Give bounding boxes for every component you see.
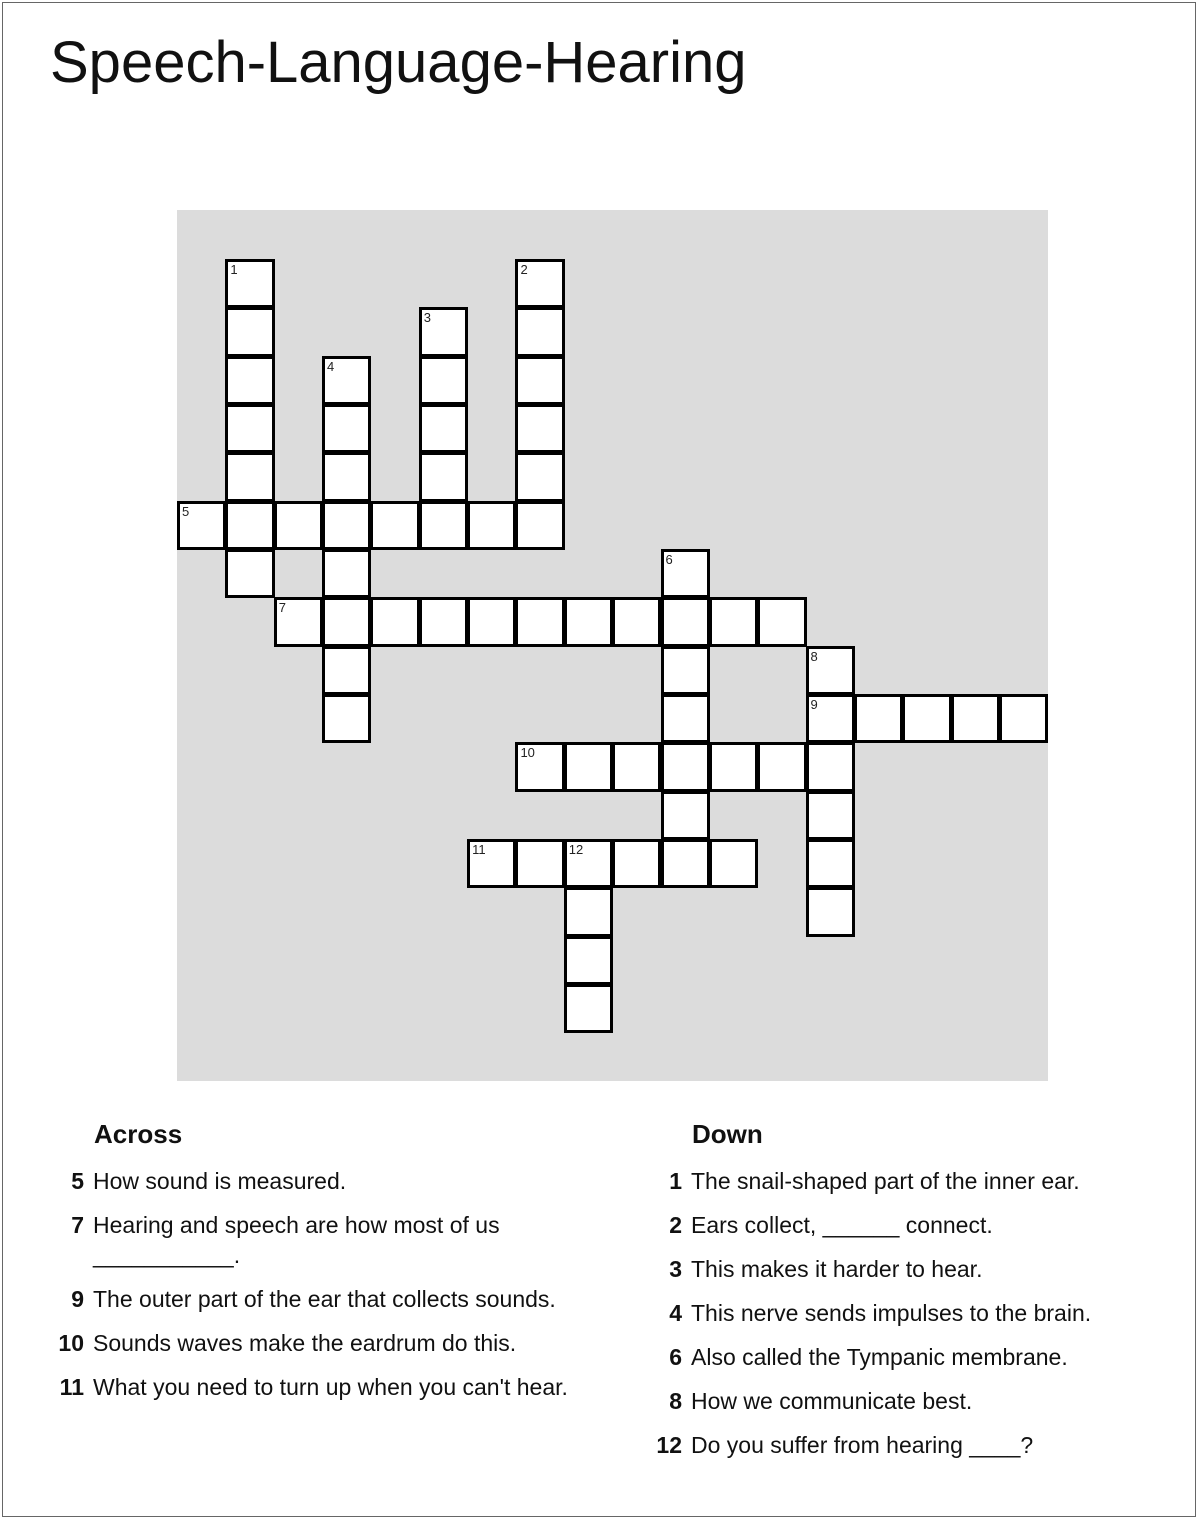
crossword-cell[interactable] — [661, 839, 710, 888]
clue-number: 11 — [59, 1374, 84, 1400]
crossword-cell[interactable] — [661, 597, 710, 646]
crossword-cell[interactable] — [419, 307, 468, 356]
crossword-cell[interactable] — [806, 694, 855, 743]
across-clue-5 — [50, 1166, 590, 1196]
cell-number: 10 — [520, 745, 535, 761]
crossword-grid — [177, 210, 1048, 1081]
down-clue-1 — [648, 1166, 1188, 1196]
crossword-cell[interactable] — [806, 791, 855, 840]
crossword-cell[interactable] — [564, 936, 613, 985]
crossword-cell[interactable] — [322, 646, 371, 695]
cell-number: 2 — [520, 261, 528, 277]
down-clue-8 — [648, 1386, 1188, 1416]
crossword-cell[interactable] — [225, 307, 274, 356]
crossword-cell[interactable] — [564, 887, 613, 936]
crossword-cell[interactable] — [515, 597, 564, 646]
crossword-cell[interactable] — [322, 501, 371, 550]
clue-text: The snail-shaped part of the inner ear. — [691, 1168, 1080, 1194]
crossword-cell[interactable] — [322, 549, 371, 598]
crossword-cell[interactable] — [564, 839, 613, 888]
clue-number: 2 — [669, 1212, 682, 1238]
crossword-cell[interactable] — [225, 356, 274, 405]
crossword-cell[interactable] — [274, 597, 323, 646]
crossword-cell[interactable] — [225, 404, 274, 453]
clue-text: This nerve sends impulses to the brain. — [691, 1300, 1092, 1326]
crossword-cell[interactable] — [661, 646, 710, 695]
cell-number: 8 — [810, 648, 818, 664]
clue-text: This makes it harder to hear. — [691, 1256, 983, 1282]
clue-text: Do you suffer from hearing ____? — [691, 1432, 1034, 1458]
crossword-cell[interactable] — [225, 549, 274, 598]
down-clue-6 — [648, 1342, 1188, 1372]
crossword-cell[interactable] — [419, 404, 468, 453]
cell-number: 6 — [665, 551, 673, 567]
clue-text: What you need to turn up when you can't hear. — [93, 1374, 568, 1400]
crossword-cell[interactable] — [322, 597, 371, 646]
clue-text: How we communicate best. — [691, 1388, 973, 1414]
across-clue-7 — [50, 1210, 590, 1270]
clue-number: 1 — [669, 1168, 682, 1194]
crossword-cell[interactable] — [322, 356, 371, 405]
crossword-cell[interactable] — [661, 742, 710, 791]
crossword-cell[interactable] — [370, 597, 419, 646]
crossword-cell[interactable] — [806, 742, 855, 791]
cell-number: 7 — [278, 600, 286, 616]
crossword-cell[interactable] — [709, 742, 758, 791]
clue-number: 9 — [71, 1286, 84, 1312]
clue-text: How sound is measured. — [93, 1168, 347, 1194]
down-heading: Down — [692, 1119, 763, 1149]
clue-text: Sounds waves make the eardrum do this. — [93, 1330, 517, 1356]
cell-number: 11 — [472, 842, 486, 858]
clue-text: Hearing and speech are how most of us ___________. — [93, 1212, 500, 1268]
crossword-cell[interactable] — [515, 742, 564, 791]
clue-text: Ears collect, ______ connect. — [691, 1212, 993, 1238]
cell-number: 4 — [327, 358, 335, 374]
across-heading: Across — [94, 1119, 183, 1149]
crossword-cell[interactable] — [806, 839, 855, 888]
crossword-cell[interactable] — [419, 452, 468, 501]
clue-number: 3 — [669, 1256, 682, 1282]
crossword-cell[interactable] — [612, 742, 661, 791]
crossword-cell[interactable] — [467, 597, 516, 646]
across-clue-9 — [50, 1284, 590, 1314]
crossword-cell[interactable] — [564, 984, 613, 1033]
clue-number: 10 — [58, 1330, 84, 1356]
crossword-cell[interactable] — [709, 597, 758, 646]
across-clues — [50, 1118, 590, 1416]
cell-number: 5 — [182, 503, 190, 519]
crossword-cell[interactable] — [806, 646, 855, 695]
crossword-cell[interactable] — [225, 501, 274, 550]
crossword-cell[interactable] — [274, 501, 323, 550]
down-clue-4 — [648, 1298, 1188, 1328]
crossword-cell[interactable] — [757, 742, 806, 791]
crossword-cell[interactable] — [661, 549, 710, 598]
crossword-cell[interactable] — [999, 694, 1048, 743]
crossword-cell[interactable] — [322, 694, 371, 743]
crossword-cell[interactable] — [225, 259, 274, 308]
down-clue-12 — [648, 1430, 1188, 1460]
crossword-cell[interactable] — [515, 839, 564, 888]
crossword-cell[interactable] — [564, 597, 613, 646]
crossword-cell[interactable] — [515, 404, 564, 453]
crossword-cell[interactable] — [661, 694, 710, 743]
clue-number: 5 — [71, 1168, 84, 1194]
crossword-cell[interactable] — [419, 501, 468, 550]
crossword-cell[interactable] — [322, 452, 371, 501]
crossword-cell[interactable] — [419, 356, 468, 405]
crossword-cell[interactable] — [225, 452, 274, 501]
crossword-cell[interactable] — [709, 839, 758, 888]
down-clue-2 — [648, 1210, 1188, 1240]
clue-number: 8 — [669, 1388, 682, 1414]
crossword-cell[interactable] — [661, 791, 710, 840]
crossword-cell[interactable] — [564, 742, 613, 791]
crossword-cell[interactable] — [419, 597, 468, 646]
cell-number: 12 — [568, 842, 584, 858]
crossword-cell[interactable] — [757, 597, 806, 646]
cell-number: 3 — [423, 310, 431, 326]
clue-text: Also called the Tympanic membrane. — [691, 1344, 1068, 1370]
crossword-cell[interactable] — [515, 452, 564, 501]
across-clue-11 — [50, 1372, 590, 1402]
cell-number: 9 — [810, 697, 818, 712]
crossword-cell[interactable] — [370, 501, 419, 550]
crossword-cell[interactable] — [806, 887, 855, 936]
down-clue-3 — [648, 1254, 1188, 1284]
clue-number: 6 — [669, 1344, 682, 1370]
clue-number: 7 — [71, 1212, 84, 1238]
crossword-cell[interactable] — [902, 694, 951, 743]
crossword-cell[interactable] — [951, 694, 1000, 743]
clue-number: 12 — [656, 1432, 682, 1458]
down-clues — [648, 1118, 1188, 1474]
crossword-cell[interactable] — [612, 839, 661, 888]
across-clue-10 — [50, 1328, 590, 1358]
crossword-cell[interactable] — [322, 404, 371, 453]
crossword-cell[interactable] — [515, 501, 564, 550]
page-title: Speech-Language-Hearing — [50, 30, 747, 95]
crossword-cell[interactable] — [515, 259, 564, 308]
clue-text: The outer part of the ear that collects sounds. — [93, 1286, 556, 1312]
cell-number: 1 — [230, 261, 238, 277]
crossword-cell[interactable] — [515, 356, 564, 405]
crossword-cell[interactable] — [177, 501, 226, 550]
crossword-cell[interactable] — [467, 839, 516, 888]
crossword-cell[interactable] — [467, 501, 516, 550]
crossword-cell[interactable] — [612, 597, 661, 646]
clue-number: 4 — [669, 1300, 682, 1326]
crossword-cell[interactable] — [515, 307, 564, 356]
crossword-cell[interactable] — [854, 694, 903, 743]
